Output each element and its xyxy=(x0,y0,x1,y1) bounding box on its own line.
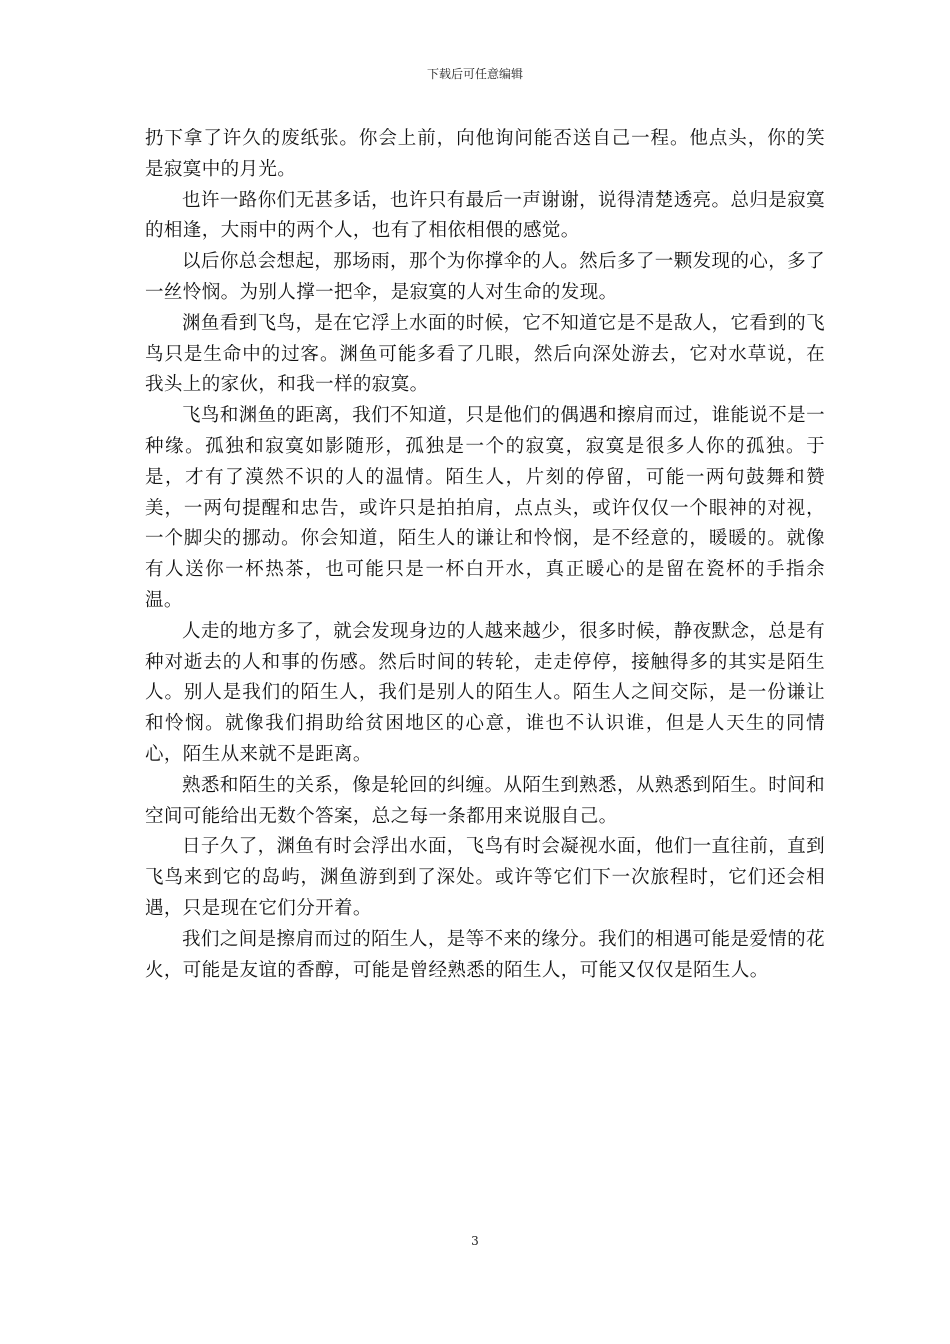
paragraph-1: 扔下拿了许久的废纸张。你会上前，向他询问能否送自己一程。他点头，你的笑是寂寞中的月光。 xyxy=(145,128,825,180)
paragraph-8: 日子久了，渊鱼有时会浮出水面，飞鸟有时会凝视水面，他们一直往前，直到飞鸟来到它的岛屿，渊鱼游到到了深处。或许等它们下一次旅程时，它们还会相遇，只是现在它们分开着。 xyxy=(145,836,825,919)
paragraph-3: 以后你总会想起，那场雨，那个为你撑伞的人。然后多了一颗发现的心，多了一丝怜悯。为别人撑一把伞，是寂寞的人对生命的发现。 xyxy=(145,251,825,303)
paragraph-6: 人走的地方多了，就会发现身边的人越来越少，很多时候，静夜默念，总是有种对逝去的人和事的伤感。然后时间的转轮，走走停停，接触得多的其实是陌生人。别人是我们的陌生人，我们是别人的陌生人。陌生人之间交际，是一份谦让和怜悯。就像我们捐助给贫困地区的心意，谁也不认识谁，但是人天生的同情心，陌生从来就不是距离。 xyxy=(145,620,825,765)
paragraph-9: 我们之间是擦肩而过的陌生人，是等不来的缘分。我们的相遇可能是爱情的花火，可能是友谊的香醇，可能是曾经熟悉的陌生人，可能又仅仅是陌生人。 xyxy=(145,928,825,981)
paragraph-4: 渊鱼看到飞鸟，是在它浮上水面的时候，它不知道它是不是敌人，它看到的飞鸟只是生命中的过客。渊鱼可能多看了几眼，然后向深处游去，它对水草说，在我头上的家伙，和我一样的寂寞。 xyxy=(145,312,825,396)
paragraph-7: 熟悉和陌生的关系，像是轮回的纠缠。从陌生到熟悉，从熟悉到陌生。时间和空间可能给出无数个答案，总之每一条都用来说服自己。 xyxy=(145,774,825,827)
paragraph-2: 也许一路你们无甚多话，也许只有最后一声谢谢，说得清楚透亮。总归是寂寞的相逢，大雨中的两个人，也有了相依相偎的感觉。 xyxy=(145,189,825,242)
page-number: 3 xyxy=(471,1234,479,1248)
document-body xyxy=(145,124,825,986)
paragraph-5: 飞鸟和渊鱼的距离，我们不知道，只是他们的偶遇和擦肩而过，谁能说不是一种缘。孤独和寂寞如影随形，孤独是一个的寂寞，寂寞是很多人你的孤独。于是，才有了漠然不识的人的温情。陌生人，片刻的停留，可能一两句鼓舞和赞美，一两句提醒和忠告，或许只是拍拍肩，点点头，或许仅仅一个眼神的对视，一个脚尖的挪动。你会知道，陌生人的谦让和怜悯，是不经意的，暖暖的。就像有人送你一杯热茶，也可能只是一杯白开水，真正暖心的是留在瓷杯的手指余温。 xyxy=(145,405,825,611)
page-header: 下载后可任意编辑 xyxy=(426,67,523,81)
